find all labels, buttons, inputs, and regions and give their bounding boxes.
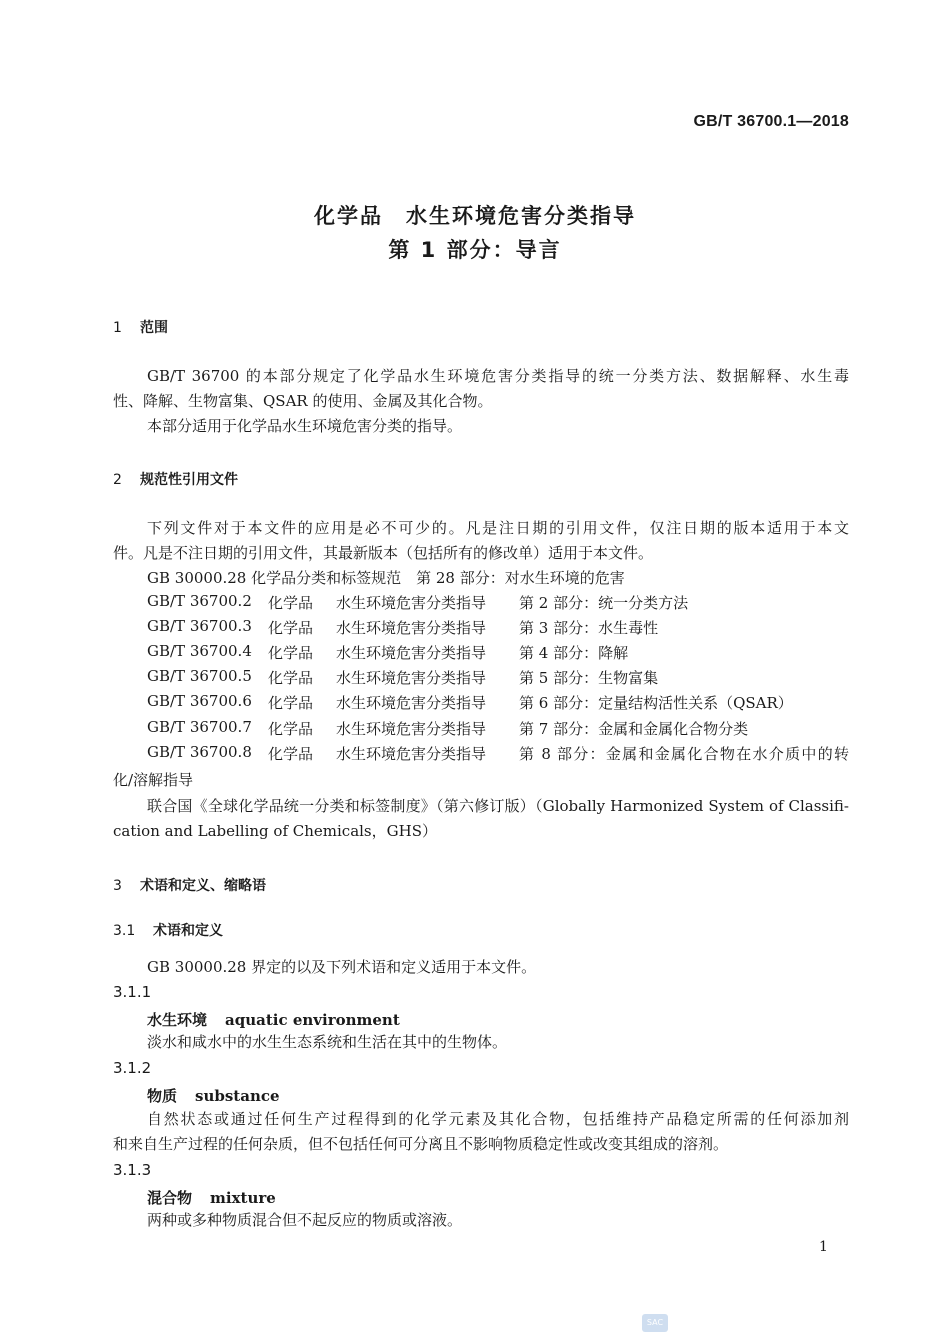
ref-title-c: 第 8 部分：金属和金属化合物在水介质中的转 xyxy=(519,745,849,763)
term-zh: 混合物 xyxy=(147,1189,193,1207)
term-number: 3.1.1 xyxy=(113,983,152,1001)
ref-code: GB/T 36700.7 xyxy=(147,718,252,736)
term-definition: 两种或多种物质混合但不起反应的物质或溶液。 xyxy=(147,1211,463,1229)
section-number: 2 xyxy=(113,472,122,488)
term-definition: 自然状态或通过任何生产过程得到的化学元素及其化合物，包括维持产品稳定所需的任何添加剂 xyxy=(147,1110,849,1128)
paragraph-line: cation and Labelling of Chemicals，GHS） xyxy=(113,822,437,840)
term-name xyxy=(147,1009,400,1030)
ref-title-c: 第 5 部分：生物富集 xyxy=(519,669,659,687)
ref-title-c: 第 6 部分：定量结构活性关系（QSAR） xyxy=(519,694,793,712)
term-en: aquatic environment xyxy=(225,1011,400,1029)
subsection-title: 术语和定义 xyxy=(153,923,223,939)
section-title: 术语和定义、缩略语 xyxy=(140,878,266,894)
standard-code: GB/T 36700.1—2018 xyxy=(693,113,849,130)
subsection-number: 3.1 xyxy=(113,923,136,939)
sac-logo-icon: SAC xyxy=(642,1314,668,1332)
ref-title-b: 水生环境危害分类指导 xyxy=(336,694,487,712)
ref-title-c: 第 2 部分：统一分类方法 xyxy=(519,594,689,612)
term-en: substance xyxy=(195,1087,280,1105)
paragraph-line: 件。凡是不注日期的引用文件，其最新版本（包括所有的修改单）适用于本文件。 xyxy=(113,544,654,562)
ref-title-a: 化学品 xyxy=(268,745,314,763)
ref-title-a: 化学品 xyxy=(268,594,314,612)
document-subtitle: 第 1 部分：导言 xyxy=(388,238,562,262)
ref-title-b: 水生环境危害分类指导 xyxy=(336,745,487,763)
ref-title-b: 水生环境危害分类指导 xyxy=(336,669,487,687)
term-zh: 物质 xyxy=(147,1087,178,1105)
ref-title-a: 化学品 xyxy=(268,694,314,712)
ref-title-c: 第 4 部分：降解 xyxy=(519,644,629,662)
ref-code: GB/T 36700.8 xyxy=(147,743,252,761)
section-title: 范围 xyxy=(140,320,168,336)
ref-title-b: 水生环境危害分类指导 xyxy=(336,619,487,637)
paragraph-line: 性、降解、生物富集、QSAR 的使用、金属及其化合物。 xyxy=(113,392,493,410)
ref-title-b: 水生环境危害分类指导 xyxy=(336,594,487,612)
document-title: 化学品 水生环境危害分类指导 xyxy=(314,204,636,228)
term-name xyxy=(147,1187,276,1208)
term-zh: 水生环境 xyxy=(147,1011,208,1029)
term-definition: 和来自生产过程的任何杂质，但不包括任何可分离且不影响物质稳定性或改变其组成的溶剂。 xyxy=(113,1135,729,1153)
ref-title-c: 第 7 部分：金属和金属化合物分类 xyxy=(519,720,749,738)
paragraph-line: 下列文件对于本文件的应用是必不可少的。凡是注日期的引用文件，仅注日期的版本适用于本文 xyxy=(147,519,849,537)
page-number: 1 xyxy=(819,1239,828,1255)
paragraph-line: 联合国《全球化学品统一分类和标签制度》（第六修订版）（Globally Harmonized System of Classifi- xyxy=(147,797,849,815)
ref-code: GB/T 36700.2 xyxy=(147,592,252,610)
ref-title-a: 化学品 xyxy=(268,720,314,738)
term-number: 3.1.3 xyxy=(113,1161,152,1179)
section-title: 规范性引用文件 xyxy=(140,472,238,488)
ref-title-b: 水生环境危害分类指导 xyxy=(336,720,487,738)
section-3-heading xyxy=(113,875,266,895)
term-name xyxy=(147,1085,280,1106)
ref-title-a: 化学品 xyxy=(268,669,314,687)
ref-code: GB/T 36700.4 xyxy=(147,642,252,660)
term-number: 3.1.2 xyxy=(113,1059,152,1077)
section-2-heading xyxy=(113,469,238,489)
ref-title-a: 化学品 xyxy=(268,619,314,637)
paragraph-line: GB/T 36700 的本部分规定了化学品水生环境危害分类指导的统一分类方法、数据解释、水生毒 xyxy=(147,367,849,385)
ref-title-c: 第 3 部分：水生毒性 xyxy=(519,619,659,637)
subsection-heading xyxy=(113,920,223,940)
paragraph: 本部分适用于化学品水生环境危害分类的指导。 xyxy=(147,417,463,435)
term-en: mixture xyxy=(210,1189,276,1207)
ref-code: GB/T 36700.3 xyxy=(147,617,252,635)
paragraph: GB 30000.28 界定的以及下列术语和定义适用于本文件。 xyxy=(147,958,537,976)
section-number: 3 xyxy=(113,878,122,894)
reference-item: GB 30000.28 化学品分类和标签规范 第 28 部分：对水生环境的危害 xyxy=(147,569,625,587)
ref-code: GB/T 36700.5 xyxy=(147,667,252,685)
ref-title-a: 化学品 xyxy=(268,644,314,662)
section-1-heading xyxy=(113,317,168,337)
ref-title-b: 水生环境危害分类指导 xyxy=(336,644,487,662)
section-number: 1 xyxy=(113,320,122,336)
reference-continuation: 化/溶解指导 xyxy=(113,771,194,789)
term-definition: 淡水和咸水中的水生生态系统和生活在其中的生物体。 xyxy=(147,1033,508,1051)
ref-code: GB/T 36700.6 xyxy=(147,692,252,710)
